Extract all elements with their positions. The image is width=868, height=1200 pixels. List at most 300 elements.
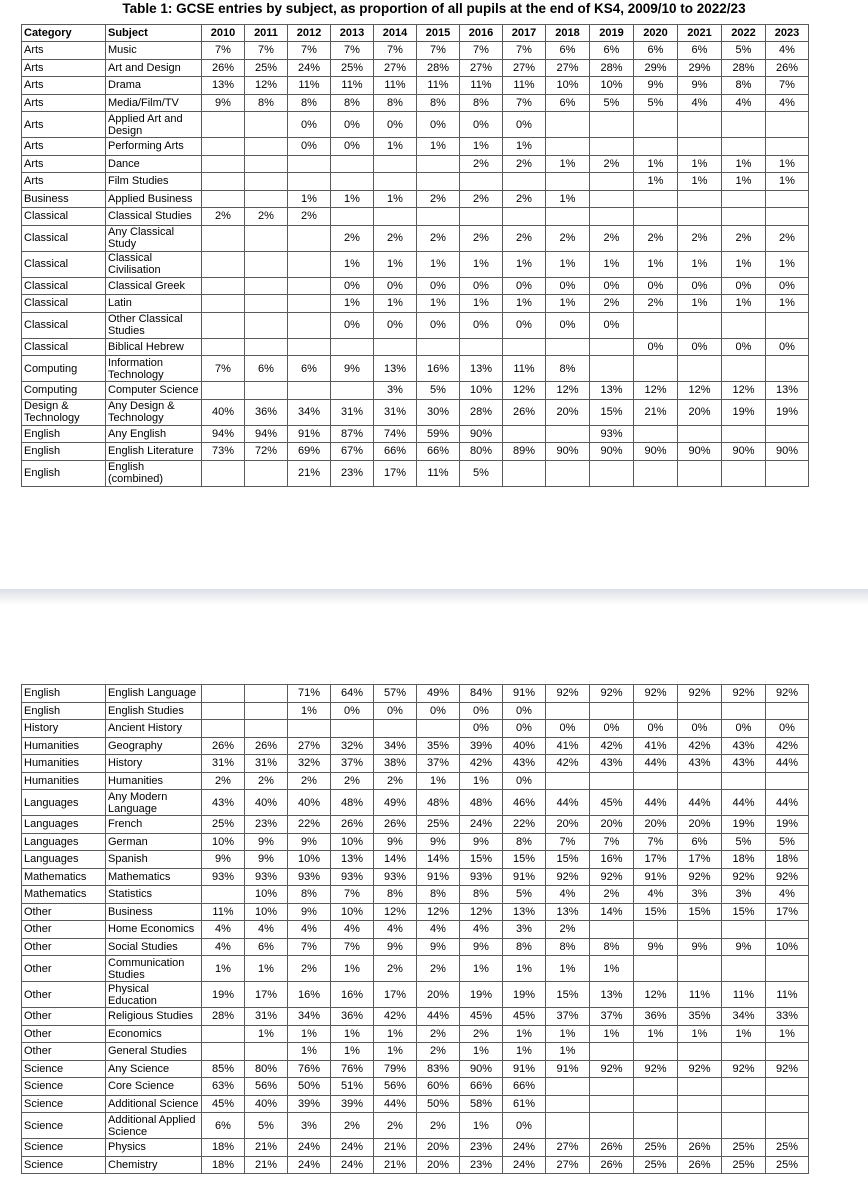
- value-cell: 1%: [766, 155, 809, 173]
- value-cell: 4%: [417, 921, 460, 939]
- value-cell: 44%: [634, 755, 678, 773]
- value-cell: [678, 921, 722, 939]
- value-cell: 9%: [417, 833, 460, 851]
- value-cell: 42%: [590, 737, 634, 755]
- value-cell: 5%: [634, 94, 678, 112]
- value-cell: 42%: [374, 1008, 417, 1026]
- category-cell: Computing: [22, 382, 106, 400]
- value-cell: 26%: [678, 1156, 722, 1174]
- value-cell: 1%: [460, 1043, 503, 1061]
- value-cell: 2%: [590, 886, 634, 904]
- value-cell: 0%: [678, 338, 722, 356]
- value-cell: [590, 1043, 634, 1061]
- value-cell: [722, 208, 766, 226]
- header-year: 2019: [590, 25, 634, 42]
- value-cell: [331, 173, 374, 191]
- value-cell: 8%: [460, 94, 503, 112]
- subject-cell: Additional Applied Science: [106, 1113, 202, 1139]
- value-cell: 1%: [503, 251, 546, 277]
- value-cell: 0%: [460, 277, 503, 295]
- header-year: 2015: [417, 25, 460, 42]
- value-cell: 7%: [503, 94, 546, 112]
- value-cell: [722, 1095, 766, 1113]
- value-cell: 92%: [722, 685, 766, 703]
- value-cell: [202, 173, 245, 191]
- value-cell: [503, 208, 546, 226]
- value-cell: 1%: [590, 1025, 634, 1043]
- header-year: 2011: [245, 25, 288, 42]
- category-cell: Languages: [22, 816, 106, 834]
- value-cell: 1%: [678, 1025, 722, 1043]
- value-cell: [374, 173, 417, 191]
- table-row: [22, 338, 809, 356]
- value-cell: 73%: [202, 443, 245, 461]
- value-cell: 9%: [634, 938, 678, 956]
- value-cell: 4%: [634, 886, 678, 904]
- value-cell: 45%: [460, 1008, 503, 1026]
- value-cell: 29%: [634, 59, 678, 77]
- value-cell: 0%: [331, 702, 374, 720]
- table-row: [22, 1095, 809, 1113]
- value-cell: 1%: [503, 295, 546, 313]
- value-cell: 93%: [288, 868, 331, 886]
- table-row: [22, 225, 809, 251]
- value-cell: 2%: [417, 190, 460, 208]
- category-cell: Business: [22, 190, 106, 208]
- value-cell: 21%: [374, 1139, 417, 1157]
- value-cell: 20%: [417, 1156, 460, 1174]
- value-cell: 1%: [546, 1043, 590, 1061]
- value-cell: [245, 382, 288, 400]
- value-cell: [722, 921, 766, 939]
- value-cell: 76%: [331, 1060, 374, 1078]
- value-cell: 11%: [417, 460, 460, 486]
- subject-cell: Economics: [106, 1025, 202, 1043]
- value-cell: 5%: [417, 382, 460, 400]
- value-cell: [722, 1078, 766, 1096]
- value-cell: [722, 1113, 766, 1139]
- value-cell: 61%: [503, 1095, 546, 1113]
- value-cell: [590, 338, 634, 356]
- value-cell: 8%: [722, 77, 766, 95]
- table-row: [22, 685, 809, 703]
- value-cell: 35%: [678, 1008, 722, 1026]
- value-cell: 4%: [766, 42, 809, 60]
- value-cell: 50%: [417, 1095, 460, 1113]
- table-row: [22, 356, 809, 382]
- value-cell: 2%: [590, 155, 634, 173]
- value-cell: 2%: [546, 921, 590, 939]
- category-cell: Other: [22, 982, 106, 1008]
- value-cell: [634, 208, 678, 226]
- value-cell: 84%: [460, 685, 503, 703]
- value-cell: 16%: [288, 982, 331, 1008]
- value-cell: 8%: [374, 886, 417, 904]
- value-cell: 4%: [678, 94, 722, 112]
- value-cell: 69%: [288, 443, 331, 461]
- value-cell: 4%: [374, 921, 417, 939]
- value-cell: 15%: [503, 851, 546, 869]
- value-cell: 1%: [634, 173, 678, 191]
- value-cell: 1%: [374, 1025, 417, 1043]
- value-cell: 3%: [374, 382, 417, 400]
- value-cell: [766, 208, 809, 226]
- value-cell: [202, 112, 245, 138]
- subject-cell: General Studies: [106, 1043, 202, 1061]
- value-cell: [766, 1043, 809, 1061]
- category-cell: English: [22, 702, 106, 720]
- table-row: [22, 982, 809, 1008]
- value-cell: 8%: [546, 938, 590, 956]
- category-cell: Classical: [22, 225, 106, 251]
- table-row: [22, 903, 809, 921]
- value-cell: 2%: [288, 208, 331, 226]
- value-cell: 2%: [331, 1113, 374, 1139]
- value-cell: [460, 208, 503, 226]
- subject-cell: Classical Civilisation: [106, 251, 202, 277]
- value-cell: [245, 1043, 288, 1061]
- value-cell: 25%: [417, 816, 460, 834]
- value-cell: 1%: [374, 251, 417, 277]
- value-cell: [678, 190, 722, 208]
- value-cell: 0%: [417, 112, 460, 138]
- value-cell: [288, 720, 331, 738]
- category-cell: Computing: [22, 356, 106, 382]
- value-cell: 9%: [245, 833, 288, 851]
- value-cell: 41%: [546, 737, 590, 755]
- value-cell: [590, 138, 634, 156]
- value-cell: 9%: [634, 77, 678, 95]
- value-cell: 48%: [460, 790, 503, 816]
- value-cell: 10%: [590, 77, 634, 95]
- value-cell: 90%: [460, 1060, 503, 1078]
- table-row: [22, 155, 809, 173]
- subject-cell: Drama: [106, 77, 202, 95]
- value-cell: 1%: [503, 956, 546, 982]
- value-cell: 40%: [288, 790, 331, 816]
- value-cell: 1%: [634, 251, 678, 277]
- value-cell: 34%: [288, 399, 331, 425]
- value-cell: 14%: [374, 851, 417, 869]
- table-row: [22, 755, 809, 773]
- value-cell: 28%: [417, 59, 460, 77]
- value-cell: [245, 277, 288, 295]
- value-cell: 56%: [374, 1078, 417, 1096]
- table-row: [22, 208, 809, 226]
- value-cell: [288, 225, 331, 251]
- value-cell: 0%: [503, 702, 546, 720]
- value-cell: 17%: [634, 851, 678, 869]
- value-cell: 12%: [460, 903, 503, 921]
- value-cell: 83%: [417, 1060, 460, 1078]
- value-cell: 90%: [634, 443, 678, 461]
- value-cell: 90%: [590, 443, 634, 461]
- value-cell: 1%: [331, 1043, 374, 1061]
- subject-cell: Art and Design: [106, 59, 202, 77]
- value-cell: 24%: [288, 59, 331, 77]
- value-cell: 49%: [374, 790, 417, 816]
- value-cell: 1%: [546, 251, 590, 277]
- value-cell: 10%: [460, 382, 503, 400]
- category-cell: Arts: [22, 138, 106, 156]
- value-cell: 24%: [331, 1156, 374, 1174]
- value-cell: 39%: [460, 737, 503, 755]
- value-cell: 6%: [245, 356, 288, 382]
- value-cell: 71%: [288, 685, 331, 703]
- value-cell: 48%: [331, 790, 374, 816]
- value-cell: 7%: [202, 42, 245, 60]
- value-cell: [590, 112, 634, 138]
- value-cell: [634, 112, 678, 138]
- value-cell: 93%: [590, 425, 634, 443]
- value-cell: 1%: [202, 956, 245, 982]
- value-cell: 0%: [374, 312, 417, 338]
- value-cell: 37%: [590, 1008, 634, 1026]
- category-cell: Classical: [22, 251, 106, 277]
- value-cell: 92%: [678, 868, 722, 886]
- value-cell: 2%: [546, 225, 590, 251]
- value-cell: [590, 1078, 634, 1096]
- value-cell: [245, 138, 288, 156]
- table-row: [22, 886, 809, 904]
- value-cell: 25%: [331, 59, 374, 77]
- value-cell: 18%: [766, 851, 809, 869]
- value-cell: 11%: [460, 77, 503, 95]
- value-cell: [634, 460, 678, 486]
- value-cell: 42%: [766, 737, 809, 755]
- value-cell: [634, 1078, 678, 1096]
- value-cell: 51%: [331, 1078, 374, 1096]
- value-cell: 44%: [417, 1008, 460, 1026]
- value-cell: [288, 173, 331, 191]
- value-cell: 9%: [288, 903, 331, 921]
- value-cell: 28%: [460, 399, 503, 425]
- category-cell: English: [22, 685, 106, 703]
- value-cell: [202, 190, 245, 208]
- value-cell: 8%: [331, 94, 374, 112]
- value-cell: 0%: [546, 277, 590, 295]
- value-cell: 0%: [766, 338, 809, 356]
- value-cell: [417, 720, 460, 738]
- value-cell: 1%: [374, 295, 417, 313]
- value-cell: 0%: [331, 312, 374, 338]
- subject-cell: Chemistry: [106, 1156, 202, 1174]
- value-cell: [202, 685, 245, 703]
- value-cell: 24%: [503, 1139, 546, 1157]
- value-cell: 1%: [417, 772, 460, 790]
- value-cell: 28%: [590, 59, 634, 77]
- value-cell: [288, 382, 331, 400]
- table-row: [22, 790, 809, 816]
- value-cell: [634, 425, 678, 443]
- value-cell: [245, 702, 288, 720]
- category-cell: Mathematics: [22, 886, 106, 904]
- value-cell: 37%: [417, 755, 460, 773]
- value-cell: 42%: [546, 755, 590, 773]
- value-cell: [634, 1043, 678, 1061]
- value-cell: [288, 251, 331, 277]
- value-cell: [590, 702, 634, 720]
- value-cell: 17%: [245, 982, 288, 1008]
- value-cell: [245, 338, 288, 356]
- table-row: [22, 59, 809, 77]
- value-cell: [722, 772, 766, 790]
- value-cell: 13%: [202, 77, 245, 95]
- value-cell: [202, 382, 245, 400]
- subject-cell: Statistics: [106, 886, 202, 904]
- value-cell: [288, 338, 331, 356]
- subject-cell: Core Science: [106, 1078, 202, 1096]
- value-cell: [766, 112, 809, 138]
- value-cell: [245, 155, 288, 173]
- value-cell: 23%: [245, 816, 288, 834]
- value-cell: 10%: [245, 903, 288, 921]
- value-cell: 20%: [546, 816, 590, 834]
- value-cell: [417, 208, 460, 226]
- value-cell: 2%: [590, 295, 634, 313]
- value-cell: 23%: [331, 460, 374, 486]
- value-cell: 11%: [678, 982, 722, 1008]
- value-cell: 45%: [590, 790, 634, 816]
- value-cell: 23%: [460, 1156, 503, 1174]
- category-cell: Classical: [22, 295, 106, 313]
- value-cell: 18%: [722, 851, 766, 869]
- value-cell: 0%: [374, 277, 417, 295]
- value-cell: 25%: [766, 1139, 809, 1157]
- value-cell: 66%: [417, 443, 460, 461]
- value-cell: 34%: [288, 1008, 331, 1026]
- value-cell: [678, 1043, 722, 1061]
- value-cell: 24%: [460, 816, 503, 834]
- value-cell: 11%: [288, 77, 331, 95]
- value-cell: 12%: [634, 382, 678, 400]
- value-cell: 2%: [374, 956, 417, 982]
- value-cell: 2%: [374, 225, 417, 251]
- value-cell: [678, 460, 722, 486]
- value-cell: 7%: [331, 42, 374, 60]
- subject-cell: Performing Arts: [106, 138, 202, 156]
- value-cell: [331, 720, 374, 738]
- value-cell: 21%: [288, 460, 331, 486]
- subject-cell: Applied Business: [106, 190, 202, 208]
- value-cell: 0%: [503, 720, 546, 738]
- value-cell: 9%: [374, 833, 417, 851]
- value-cell: [722, 356, 766, 382]
- value-cell: [202, 460, 245, 486]
- value-cell: 10%: [331, 903, 374, 921]
- value-cell: 8%: [590, 938, 634, 956]
- value-cell: 1%: [590, 956, 634, 982]
- value-cell: [503, 460, 546, 486]
- value-cell: 15%: [546, 851, 590, 869]
- value-cell: 91%: [503, 1060, 546, 1078]
- value-cell: 42%: [460, 755, 503, 773]
- subject-cell: Additional Science: [106, 1095, 202, 1113]
- value-cell: 1%: [374, 1043, 417, 1061]
- value-cell: 92%: [590, 1060, 634, 1078]
- value-cell: 1%: [460, 956, 503, 982]
- value-cell: [331, 208, 374, 226]
- table-row: [22, 737, 809, 755]
- value-cell: 1%: [374, 138, 417, 156]
- value-cell: 7%: [245, 42, 288, 60]
- subject-cell: German: [106, 833, 202, 851]
- value-cell: 13%: [590, 382, 634, 400]
- value-cell: [546, 173, 590, 191]
- value-cell: [678, 112, 722, 138]
- header-year: 2016: [460, 25, 503, 42]
- value-cell: 0%: [417, 277, 460, 295]
- value-cell: [678, 1078, 722, 1096]
- value-cell: 1%: [678, 251, 722, 277]
- category-cell: Other: [22, 903, 106, 921]
- value-cell: 0%: [634, 720, 678, 738]
- gcse-table-part-2: [21, 684, 809, 1174]
- value-cell: 27%: [374, 59, 417, 77]
- value-cell: 4%: [202, 938, 245, 956]
- table-row: [22, 1043, 809, 1061]
- value-cell: 6%: [546, 42, 590, 60]
- value-cell: 2%: [331, 772, 374, 790]
- value-cell: 20%: [417, 1139, 460, 1157]
- value-cell: 26%: [590, 1139, 634, 1157]
- table-row: [22, 956, 809, 982]
- subject-cell: Religious Studies: [106, 1008, 202, 1026]
- header-year: 2018: [546, 25, 590, 42]
- value-cell: 8%: [546, 356, 590, 382]
- value-cell: 1%: [634, 155, 678, 173]
- header-year: 2013: [331, 25, 374, 42]
- value-cell: 1%: [288, 1043, 331, 1061]
- value-cell: 43%: [503, 755, 546, 773]
- value-cell: 11%: [417, 77, 460, 95]
- value-cell: [634, 921, 678, 939]
- value-cell: 9%: [678, 938, 722, 956]
- value-cell: 43%: [202, 790, 245, 816]
- value-cell: 92%: [634, 685, 678, 703]
- value-cell: 0%: [546, 720, 590, 738]
- category-cell: English: [22, 460, 106, 486]
- category-cell: Classical: [22, 338, 106, 356]
- value-cell: 9%: [460, 938, 503, 956]
- value-cell: 15%: [634, 903, 678, 921]
- value-cell: [546, 425, 590, 443]
- value-cell: 7%: [331, 938, 374, 956]
- value-cell: [331, 382, 374, 400]
- value-cell: [202, 338, 245, 356]
- value-cell: 12%: [245, 77, 288, 95]
- value-cell: 44%: [546, 790, 590, 816]
- value-cell: [202, 155, 245, 173]
- value-cell: [590, 1095, 634, 1113]
- value-cell: 5%: [590, 94, 634, 112]
- value-cell: 2%: [503, 190, 546, 208]
- value-cell: 2%: [374, 1113, 417, 1139]
- value-cell: 66%: [460, 1078, 503, 1096]
- value-cell: [590, 772, 634, 790]
- subject-cell: Classical Studies: [106, 208, 202, 226]
- value-cell: 0%: [766, 720, 809, 738]
- value-cell: 34%: [722, 1008, 766, 1026]
- category-cell: Arts: [22, 42, 106, 60]
- subject-cell: Information Technology: [106, 356, 202, 382]
- value-cell: 36%: [634, 1008, 678, 1026]
- value-cell: [245, 112, 288, 138]
- value-cell: 15%: [460, 851, 503, 869]
- value-cell: [634, 702, 678, 720]
- value-cell: 4%: [245, 921, 288, 939]
- value-cell: [766, 1113, 809, 1139]
